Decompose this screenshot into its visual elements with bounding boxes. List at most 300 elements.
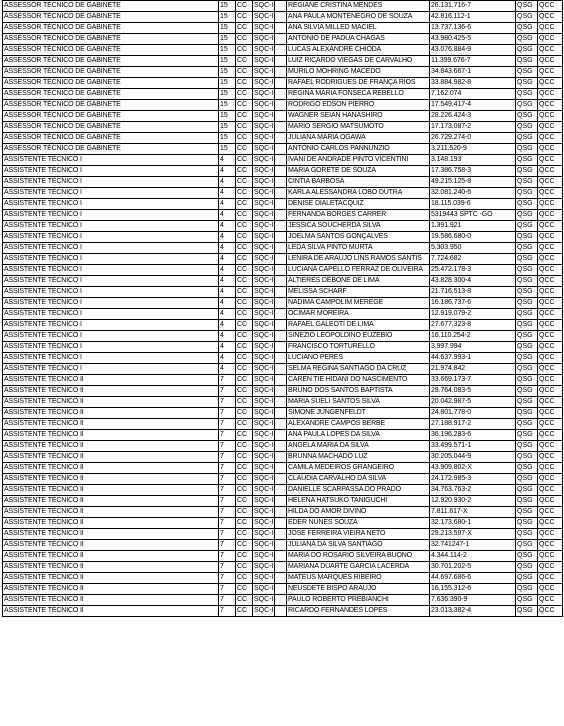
id-number-cell: 49.215.125-8 bbox=[430, 177, 516, 188]
empty-cell bbox=[275, 562, 287, 573]
id-number-cell: 16.155.312-6 bbox=[430, 584, 516, 595]
staff-table-code-cell: SQC-I bbox=[253, 375, 275, 386]
category-code-cell: QCC bbox=[538, 573, 563, 584]
empty-cell bbox=[275, 155, 287, 166]
agency-code-cell: QSG bbox=[516, 551, 538, 562]
category-code-cell: QCC bbox=[538, 56, 563, 67]
id-number-cell: 43.076.884-9 bbox=[430, 45, 516, 56]
employee-name-cell: JULIANA MARIA OGAWA bbox=[287, 133, 430, 144]
employee-name-cell: PAULO ROBERTO PREBIANCHI bbox=[287, 595, 430, 606]
agency-code-cell: QSG bbox=[516, 199, 538, 210]
appointment-type-cell: CC bbox=[236, 210, 253, 221]
staff-table-code-cell: SQC-I bbox=[253, 188, 275, 199]
appointment-type-cell: CC bbox=[236, 188, 253, 199]
table-row bbox=[3, 309, 563, 320]
table-row bbox=[3, 540, 563, 551]
empty-cell bbox=[275, 496, 287, 507]
level-cell: 7 bbox=[219, 573, 236, 584]
position-title-cell: ASSISTENTE TÉCNICO II bbox=[3, 430, 219, 441]
category-code-cell: QCC bbox=[538, 408, 563, 419]
table-row bbox=[3, 287, 563, 298]
category-code-cell: QCC bbox=[538, 199, 563, 210]
empty-cell bbox=[275, 287, 287, 298]
appointment-type-cell: CC bbox=[236, 474, 253, 485]
level-cell: 15 bbox=[219, 144, 236, 155]
position-title-cell: ASSESSOR TÉCNICO DE GABINETE bbox=[3, 34, 219, 45]
level-cell: 7 bbox=[219, 397, 236, 408]
employee-name-cell: FRANCISCO TORTURELLO bbox=[287, 342, 430, 353]
empty-cell bbox=[275, 606, 287, 617]
appointment-type-cell: CC bbox=[236, 595, 253, 606]
employee-name-cell: MATEUS MARQUES RIBEIRO bbox=[287, 573, 430, 584]
appointment-type-cell: CC bbox=[236, 232, 253, 243]
employee-name-cell: LUCAS ALEXANDRE CHIODA bbox=[287, 45, 430, 56]
table-row bbox=[3, 45, 563, 56]
appointment-type-cell: CC bbox=[236, 78, 253, 89]
empty-cell bbox=[275, 12, 287, 23]
agency-code-cell: QSG bbox=[516, 67, 538, 78]
agency-code-cell: QSG bbox=[516, 298, 538, 309]
appointment-type-cell: CC bbox=[236, 265, 253, 276]
agency-code-cell: QSG bbox=[516, 177, 538, 188]
employee-name-cell: JOSE FERREIRA VIEIRA NETO bbox=[287, 529, 430, 540]
staff-table-code-cell: SQC-I bbox=[253, 254, 275, 265]
level-cell: 4 bbox=[219, 276, 236, 287]
appointment-type-cell: CC bbox=[236, 243, 253, 254]
table-row bbox=[3, 210, 563, 221]
table-row bbox=[3, 67, 563, 78]
agency-code-cell: QSG bbox=[516, 1, 538, 12]
empty-cell bbox=[275, 144, 287, 155]
empty-cell bbox=[275, 463, 287, 474]
appointment-type-cell: CC bbox=[236, 254, 253, 265]
staff-table-code-cell: SQC-I bbox=[253, 232, 275, 243]
agency-code-cell: QSG bbox=[516, 56, 538, 67]
appointment-type-cell: CC bbox=[236, 144, 253, 155]
category-code-cell: QCC bbox=[538, 584, 563, 595]
position-title-cell: ASSISTENTE TÉCNICO I bbox=[3, 298, 219, 309]
empty-cell bbox=[275, 45, 287, 56]
agency-code-cell: QSG bbox=[516, 463, 538, 474]
category-code-cell: QCC bbox=[538, 232, 563, 243]
category-code-cell: QCC bbox=[538, 276, 563, 287]
employee-name-cell: SINEZIO LEOPOLDINO EUZEBIO bbox=[287, 331, 430, 342]
empty-cell bbox=[275, 210, 287, 221]
category-code-cell: QCC bbox=[538, 23, 563, 34]
category-code-cell: QCC bbox=[538, 78, 563, 89]
table-row bbox=[3, 573, 563, 584]
table-row bbox=[3, 89, 563, 100]
table-row bbox=[3, 232, 563, 243]
empty-cell bbox=[275, 474, 287, 485]
category-code-cell: QCC bbox=[538, 606, 563, 617]
id-number-cell: 30.701.202-5 bbox=[430, 562, 516, 573]
category-code-cell: QCC bbox=[538, 518, 563, 529]
table-row bbox=[3, 188, 563, 199]
staff-table-code-cell: SQC-I bbox=[253, 518, 275, 529]
empty-cell bbox=[275, 166, 287, 177]
table-row bbox=[3, 507, 563, 518]
agency-code-cell: QSG bbox=[516, 254, 538, 265]
empty-cell bbox=[275, 309, 287, 320]
level-cell: 4 bbox=[219, 254, 236, 265]
category-code-cell: QCC bbox=[538, 485, 563, 496]
agency-code-cell: QSG bbox=[516, 133, 538, 144]
category-code-cell: QCC bbox=[538, 100, 563, 111]
position-title-cell: ASSISTENTE TÉCNICO II bbox=[3, 441, 219, 452]
agency-code-cell: QSG bbox=[516, 221, 538, 232]
id-number-cell: 17.173.087-2 bbox=[430, 122, 516, 133]
table-row bbox=[3, 133, 563, 144]
position-title-cell: ASSISTENTE TÉCNICO I bbox=[3, 232, 219, 243]
id-number-cell: 32.741247-1 bbox=[430, 540, 516, 551]
empty-cell bbox=[275, 386, 287, 397]
appointment-type-cell: CC bbox=[236, 485, 253, 496]
id-number-cell: 13.737.136-6 bbox=[430, 23, 516, 34]
category-code-cell: QCC bbox=[538, 452, 563, 463]
level-cell: 4 bbox=[219, 287, 236, 298]
level-cell: 7 bbox=[219, 419, 236, 430]
appointment-type-cell: CC bbox=[236, 166, 253, 177]
position-title-cell: ASSISTENTE TÉCNICO II bbox=[3, 540, 219, 551]
table-row bbox=[3, 243, 563, 254]
id-number-cell: 7.811.617-X bbox=[430, 507, 516, 518]
category-code-cell: QCC bbox=[538, 210, 563, 221]
employee-name-cell: NADIMA CAMPOLIM MEREGE bbox=[287, 298, 430, 309]
table-row bbox=[3, 397, 563, 408]
id-number-cell: 16.186.737-6 bbox=[430, 298, 516, 309]
agency-code-cell: QSG bbox=[516, 34, 538, 45]
staff-table-code-cell: SQC-I bbox=[253, 463, 275, 474]
appointment-type-cell: CC bbox=[236, 23, 253, 34]
position-title-cell: ASSISTENTE TÉCNICO I bbox=[3, 254, 219, 265]
table-row bbox=[3, 452, 563, 463]
table-row bbox=[3, 419, 563, 430]
employee-name-cell: IVANI DE ANDRADE PINTO VICENTINI bbox=[287, 155, 430, 166]
empty-cell bbox=[275, 408, 287, 419]
position-title-cell: ASSISTENTE TÉCNICO II bbox=[3, 529, 219, 540]
empty-cell bbox=[275, 375, 287, 386]
agency-code-cell: QSG bbox=[516, 232, 538, 243]
employee-name-cell: RAFAEL GALEOTI DE LIMA bbox=[287, 320, 430, 331]
appointment-type-cell: CC bbox=[236, 529, 253, 540]
category-code-cell: QCC bbox=[538, 298, 563, 309]
id-number-cell: 17.549.417-4 bbox=[430, 100, 516, 111]
level-cell: 15 bbox=[219, 56, 236, 67]
appointment-type-cell: CC bbox=[236, 309, 253, 320]
staff-table-code-cell: SQC-I bbox=[253, 386, 275, 397]
position-title-cell: ASSISTENTE TÉCNICO I bbox=[3, 166, 219, 177]
empty-cell bbox=[275, 221, 287, 232]
table-row bbox=[3, 331, 563, 342]
position-title-cell: ASSESSOR TÉCNICO DE GABINETE bbox=[3, 133, 219, 144]
level-cell: 15 bbox=[219, 133, 236, 144]
appointment-type-cell: CC bbox=[236, 1, 253, 12]
staff-table-code-cell: SQC-I bbox=[253, 155, 275, 166]
id-number-cell: 23.013.382-4 bbox=[430, 606, 516, 617]
staff-table-code-cell: SQC-I bbox=[253, 276, 275, 287]
empty-cell bbox=[275, 78, 287, 89]
staff-table-code-cell: SQC-I bbox=[253, 133, 275, 144]
staff-table-code-cell: SQC-I bbox=[253, 441, 275, 452]
staff-table-code-cell: SQC-I bbox=[253, 595, 275, 606]
category-code-cell: QCC bbox=[538, 364, 563, 375]
empty-cell bbox=[275, 188, 287, 199]
staff-table-code-cell: SQC-I bbox=[253, 529, 275, 540]
employee-name-cell: ANA PAULA MONTENEGRO DE SOUZA bbox=[287, 12, 430, 23]
empty-cell bbox=[275, 1, 287, 12]
position-title-cell: ASSISTENTE TÉCNICO I bbox=[3, 331, 219, 342]
position-title-cell: ASSESSOR TÉCNICO DE GABINETE bbox=[3, 89, 219, 100]
position-title-cell: ASSISTENTE TÉCNICO I bbox=[3, 265, 219, 276]
staff-table-code-cell: SQC-I bbox=[253, 562, 275, 573]
agency-code-cell: QSG bbox=[516, 111, 538, 122]
level-cell: 7 bbox=[219, 474, 236, 485]
table-row bbox=[3, 177, 563, 188]
id-number-cell: 12.919.079-2 bbox=[430, 309, 516, 320]
level-cell: 4 bbox=[219, 320, 236, 331]
level-cell: 4 bbox=[219, 331, 236, 342]
agency-code-cell: QSG bbox=[516, 265, 538, 276]
employee-name-cell: ANTONIO CARLOS PANNUNZIO bbox=[287, 144, 430, 155]
document-page bbox=[2, 0, 562, 617]
agency-code-cell: QSG bbox=[516, 45, 538, 56]
level-cell: 4 bbox=[219, 309, 236, 320]
appointment-type-cell: CC bbox=[236, 331, 253, 342]
position-title-cell: ASSISTENTE TÉCNICO II bbox=[3, 397, 219, 408]
employee-name-cell: JULIANA DA SILVA SANTIAGO bbox=[287, 540, 430, 551]
staff-table-code-cell: SQC-I bbox=[253, 34, 275, 45]
staff-table-code-cell: SQC-I bbox=[253, 408, 275, 419]
appointment-type-cell: CC bbox=[236, 507, 253, 518]
id-number-cell: 32.081.240-6 bbox=[430, 188, 516, 199]
level-cell: 7 bbox=[219, 551, 236, 562]
table-row bbox=[3, 474, 563, 485]
staff-table-code-cell: SQC-I bbox=[253, 452, 275, 463]
category-code-cell: QCC bbox=[538, 419, 563, 430]
category-code-cell: QCC bbox=[538, 221, 563, 232]
table-row bbox=[3, 441, 563, 452]
table-row bbox=[3, 100, 563, 111]
appointment-type-cell: CC bbox=[236, 12, 253, 23]
employee-name-cell: CAMILA MEDEIROS GRANGEIRO bbox=[287, 463, 430, 474]
staff-table-code-cell: SQC-I bbox=[253, 199, 275, 210]
appointment-type-cell: CC bbox=[236, 155, 253, 166]
table-row bbox=[3, 221, 563, 232]
employee-name-cell: SIMONE JUNGENFELDT bbox=[287, 408, 430, 419]
id-number-cell: 16.110.254-2 bbox=[430, 331, 516, 342]
level-cell: 4 bbox=[219, 155, 236, 166]
position-title-cell: ASSESSOR TÉCNICO DE GABINETE bbox=[3, 23, 219, 34]
appointment-type-cell: CC bbox=[236, 89, 253, 100]
position-title-cell: ASSISTENTE TÉCNICO II bbox=[3, 584, 219, 595]
empty-cell bbox=[275, 276, 287, 287]
level-cell: 7 bbox=[219, 375, 236, 386]
category-code-cell: QCC bbox=[538, 507, 563, 518]
table-row bbox=[3, 353, 563, 364]
table-row bbox=[3, 111, 563, 122]
id-number-cell: 44.637.993-1 bbox=[430, 353, 516, 364]
employee-name-cell: RAFAEL RODRIGUES DE FRANÇA RIOS bbox=[287, 78, 430, 89]
table-row bbox=[3, 199, 563, 210]
empty-cell bbox=[275, 298, 287, 309]
id-number-cell: 20.042.987-5 bbox=[430, 397, 516, 408]
position-title-cell: ASSISTENTE TÉCNICO II bbox=[3, 606, 219, 617]
id-number-cell: 26.131.716-7 bbox=[430, 1, 516, 12]
position-title-cell: ASSISTENTE TÉCNICO II bbox=[3, 507, 219, 518]
level-cell: 7 bbox=[219, 496, 236, 507]
employee-name-cell: RODRIGO EDSON PIERRO bbox=[287, 100, 430, 111]
employee-name-cell: MURILO MOHRING MACEDO bbox=[287, 67, 430, 78]
level-cell: 4 bbox=[219, 298, 236, 309]
appointment-type-cell: CC bbox=[236, 34, 253, 45]
staff-table-code-cell: SQC-I bbox=[253, 45, 275, 56]
level-cell: 15 bbox=[219, 122, 236, 133]
id-number-cell: 33.884.982-8 bbox=[430, 78, 516, 89]
agency-code-cell: QSG bbox=[516, 276, 538, 287]
position-title-cell: ASSISTENTE TÉCNICO II bbox=[3, 452, 219, 463]
category-code-cell: QCC bbox=[538, 320, 563, 331]
id-number-cell: 26.729.274-0 bbox=[430, 133, 516, 144]
appointment-type-cell: CC bbox=[236, 298, 253, 309]
appointment-type-cell: CC bbox=[236, 45, 253, 56]
appointment-type-cell: CC bbox=[236, 221, 253, 232]
table-row bbox=[3, 254, 563, 265]
id-number-cell: 11.399.676-7 bbox=[430, 56, 516, 67]
employee-name-cell: DENISE DIALETACQUIZ bbox=[287, 199, 430, 210]
employee-name-cell: LUCIANO PERES bbox=[287, 353, 430, 364]
id-number-cell: 17.386.758-3 bbox=[430, 166, 516, 177]
staff-table-code-cell: SQC-I bbox=[253, 507, 275, 518]
employee-name-cell: FERNANDA BORGES CARRER bbox=[287, 210, 430, 221]
id-number-cell: 27.677.323-8 bbox=[430, 320, 516, 331]
category-code-cell: QCC bbox=[538, 188, 563, 199]
appointment-type-cell: CC bbox=[236, 67, 253, 78]
table-row bbox=[3, 386, 563, 397]
agency-code-cell: QSG bbox=[516, 540, 538, 551]
table-row bbox=[3, 496, 563, 507]
staff-table-code-cell: SQC-I bbox=[253, 89, 275, 100]
table-row bbox=[3, 551, 563, 562]
employee-name-cell: ANA SILVIA MILLED MACIEL bbox=[287, 23, 430, 34]
staff-table-code-cell: SQC-I bbox=[253, 573, 275, 584]
staff-table-code-cell: SQC-I bbox=[253, 353, 275, 364]
table-row bbox=[3, 144, 563, 155]
table-row bbox=[3, 56, 563, 67]
level-cell: 7 bbox=[219, 463, 236, 474]
id-number-cell: 5319443 SPTC -GO bbox=[430, 210, 516, 221]
level-cell: 15 bbox=[219, 89, 236, 100]
empty-cell bbox=[275, 34, 287, 45]
appointment-type-cell: CC bbox=[236, 133, 253, 144]
level-cell: 4 bbox=[219, 199, 236, 210]
position-title-cell: ASSISTENTE TÉCNICO II bbox=[3, 408, 219, 419]
category-code-cell: QCC bbox=[538, 463, 563, 474]
id-number-cell: 1.391.921 bbox=[430, 221, 516, 232]
level-cell: 4 bbox=[219, 221, 236, 232]
employee-name-cell: HILDA DO AMOR DIVINO bbox=[287, 507, 430, 518]
agency-code-cell: QSG bbox=[516, 441, 538, 452]
staff-table-code-cell: SQC-I bbox=[253, 144, 275, 155]
category-code-cell: QCC bbox=[538, 12, 563, 23]
level-cell: 15 bbox=[219, 23, 236, 34]
position-title-cell: ASSISTENTE TÉCNICO I bbox=[3, 320, 219, 331]
level-cell: 7 bbox=[219, 507, 236, 518]
agency-code-cell: QSG bbox=[516, 12, 538, 23]
staff-table-code-cell: SQC-I bbox=[253, 1, 275, 12]
position-title-cell: ASSISTENTE TÉCNICO I bbox=[3, 188, 219, 199]
agency-code-cell: QSG bbox=[516, 89, 538, 100]
agency-code-cell: QSG bbox=[516, 562, 538, 573]
empty-cell bbox=[275, 353, 287, 364]
empty-cell bbox=[275, 320, 287, 331]
position-title-cell: ASSESSOR TÉCNICO DE GABINETE bbox=[3, 111, 219, 122]
staff-table-code-cell: SQC-I bbox=[253, 243, 275, 254]
employee-name-cell: LUCIANA CAPELLO FERRAZ DE OLIVEIRA bbox=[287, 265, 430, 276]
table-row bbox=[3, 364, 563, 375]
employee-name-cell: MELISSA SCHARF bbox=[287, 287, 430, 298]
level-cell: 7 bbox=[219, 485, 236, 496]
agency-code-cell: QSG bbox=[516, 606, 538, 617]
agency-code-cell: QSG bbox=[516, 397, 538, 408]
id-number-cell: 34.843.667-1 bbox=[430, 67, 516, 78]
category-code-cell: QCC bbox=[538, 166, 563, 177]
appointment-type-cell: CC bbox=[236, 276, 253, 287]
empty-cell bbox=[275, 430, 287, 441]
agency-code-cell: QSG bbox=[516, 342, 538, 353]
empty-cell bbox=[275, 485, 287, 496]
position-title-cell: ASSESSOR TÉCNICO DE GABINETE bbox=[3, 100, 219, 111]
category-code-cell: QCC bbox=[538, 287, 563, 298]
table-row bbox=[3, 12, 563, 23]
staff-table-code-cell: SQC-I bbox=[253, 331, 275, 342]
id-number-cell: 28.226.424-3 bbox=[430, 111, 516, 122]
category-code-cell: QCC bbox=[538, 595, 563, 606]
staff-table-code-cell: SQC-I bbox=[253, 320, 275, 331]
staff-table-code-cell: SQC-I bbox=[253, 397, 275, 408]
table-row bbox=[3, 584, 563, 595]
level-cell: 15 bbox=[219, 45, 236, 56]
employee-name-cell: DANIELLE SCARPASSA DO PRADO bbox=[287, 485, 430, 496]
position-title-cell: ASSESSOR TÉCNICO DE GABINETE bbox=[3, 12, 219, 23]
category-code-cell: QCC bbox=[538, 89, 563, 100]
appointment-type-cell: CC bbox=[236, 287, 253, 298]
staff-table-code-cell: SQC-I bbox=[253, 265, 275, 276]
table-row bbox=[3, 276, 563, 287]
position-title-cell: ASSISTENTE TÉCNICO I bbox=[3, 155, 219, 166]
appointment-type-cell: CC bbox=[236, 540, 253, 551]
agency-code-cell: QSG bbox=[516, 529, 538, 540]
category-code-cell: QCC bbox=[538, 397, 563, 408]
appointment-type-cell: CC bbox=[236, 342, 253, 353]
empty-cell bbox=[275, 540, 287, 551]
position-title-cell: ASSESSOR TÉCNICO DE GABINETE bbox=[3, 122, 219, 133]
empty-cell bbox=[275, 265, 287, 276]
staff-table-code-cell: SQC-I bbox=[253, 100, 275, 111]
employee-name-cell: JOELMA SANTOS GONÇALVES bbox=[287, 232, 430, 243]
empty-cell bbox=[275, 364, 287, 375]
id-number-cell: 43.980.425-5 bbox=[430, 34, 516, 45]
position-title-cell: ASSISTENTE TÉCNICO II bbox=[3, 573, 219, 584]
level-cell: 7 bbox=[219, 386, 236, 397]
id-number-cell: 24.801.778-0 bbox=[430, 408, 516, 419]
id-number-cell: 3.997.994 bbox=[430, 342, 516, 353]
agency-code-cell: QSG bbox=[516, 243, 538, 254]
empty-cell bbox=[275, 397, 287, 408]
employee-name-cell: ANTONIO DE PADUA CHAGAS bbox=[287, 34, 430, 45]
empty-cell bbox=[275, 419, 287, 430]
staff-table-code-cell: SQC-I bbox=[253, 56, 275, 67]
